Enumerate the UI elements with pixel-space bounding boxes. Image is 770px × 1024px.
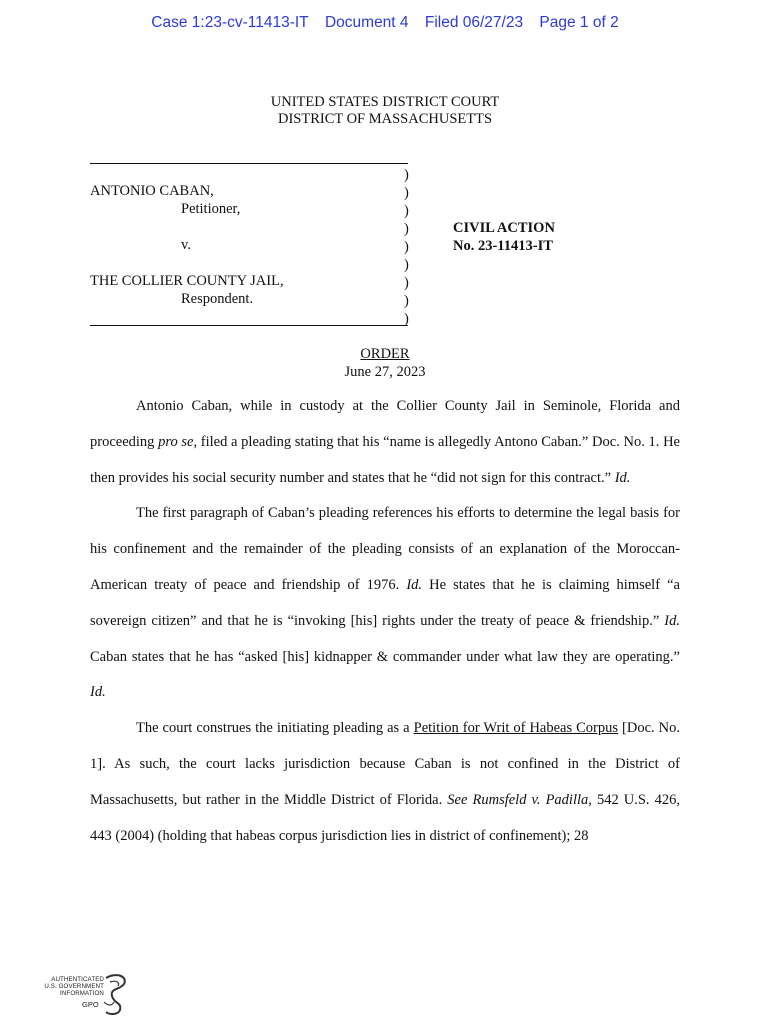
citation: Id. — [664, 612, 680, 629]
court-line-2: DISTRICT OF MASSACHUSETTS — [277, 111, 493, 127]
text-run: Antonio Caban, while in custody at the Collier County Jail in Seminole, Florida and proceeding — [90, 398, 680, 450]
case-citation: See Rumsfeld v. Padilla — [447, 791, 589, 808]
eagle-icon — [102, 972, 130, 1016]
citation: Id. — [614, 469, 631, 486]
paren: ) — [404, 293, 409, 309]
page-indicator: Page 1 of 2 — [539, 14, 619, 31]
versus: v. — [181, 237, 191, 253]
text-run: The court construes the initiating pleading as a — [136, 720, 414, 737]
court-name — [0, 94, 770, 128]
text-run: [Doc. No. 1]. As such, the court lacks jurisdiction because Caban is not confined in the District of Massachusetts, but rather in the Middle District of Florida. — [90, 720, 680, 808]
paragraph-1 — [90, 389, 680, 496]
paren: ) — [404, 221, 409, 237]
caption-bottom-rule — [90, 325, 408, 326]
document-number: Document 4 — [324, 14, 409, 31]
case-number: Case 1:23-cv-11413-IT — [151, 14, 309, 31]
paragraph-2 — [90, 496, 680, 711]
case-header — [0, 14, 770, 32]
order-date: June 27, 2023 — [344, 364, 426, 380]
paren: ) — [404, 275, 409, 291]
citation: Id. — [90, 684, 106, 701]
text-run: The first paragraph of Caban’s pleading references his efforts to determine the legal basis for his confinement and the remainder of the pleading consists of an explanation of the Moroccan-American treaty of peace and friendship of 1976. — [90, 505, 680, 593]
citation: Id. — [406, 576, 423, 593]
filed-date: Filed 06/27/23 — [424, 14, 524, 31]
italic-run: pro se — [158, 433, 194, 450]
paren: ) — [404, 257, 409, 273]
petition-link[interactable]: Petition for Writ of Habeas Corpus — [413, 720, 619, 737]
text-run: He states that he is claiming himself “a sovereign citizen” and that he is “invoking [his] rights under the treaty of peace & friendship.” — [90, 576, 680, 629]
gpo-authentication-seal — [44, 972, 130, 1016]
seal-text: AUTHENTICATED U.S. GOVERNMENT INFORMATION — [44, 976, 104, 998]
paren: ) — [404, 167, 409, 183]
paren: ) — [404, 311, 409, 327]
petitioner-name: ANTONIO CABAN, — [90, 183, 214, 199]
paragraph-3 — [90, 711, 680, 854]
caption-top-rule — [90, 163, 408, 164]
order-body — [90, 389, 680, 854]
civil-action-block — [453, 219, 555, 255]
order-title: ORDER — [360, 346, 410, 362]
respondent-role: Respondent. — [181, 291, 254, 307]
respondent-name: THE COLLIER COUNTY JAIL, — [90, 273, 284, 289]
order-heading — [0, 345, 770, 381]
paren: ) — [404, 203, 409, 219]
text-run: , 542 U.S. 426, 443 (2004) (holding that habeas corpus jurisdiction lies in district of confinement); 28 — [90, 791, 681, 844]
paren: ) — [404, 239, 409, 255]
text-run: , filed a pleading stating that his “name is allegedly Antono Caban.” Doc. No. 1. He then provides his social security number and states that he “did not sign for this contract.” — [90, 433, 680, 486]
petitioner-role: Petitioner, — [181, 201, 241, 217]
text-run: Caban states that he has “asked [his] kidnapper & commander under what law they are operating.” — [90, 648, 680, 665]
civil-action-label: CIVIL ACTION — [453, 220, 555, 236]
caption-parentheses — [404, 166, 409, 328]
seal-gpo: GPO — [82, 1000, 99, 1009]
case-no: No. 23-11413-IT — [453, 238, 553, 254]
court-line-1: UNITED STATES DISTRICT COURT — [270, 94, 500, 110]
paren: ) — [404, 185, 409, 201]
